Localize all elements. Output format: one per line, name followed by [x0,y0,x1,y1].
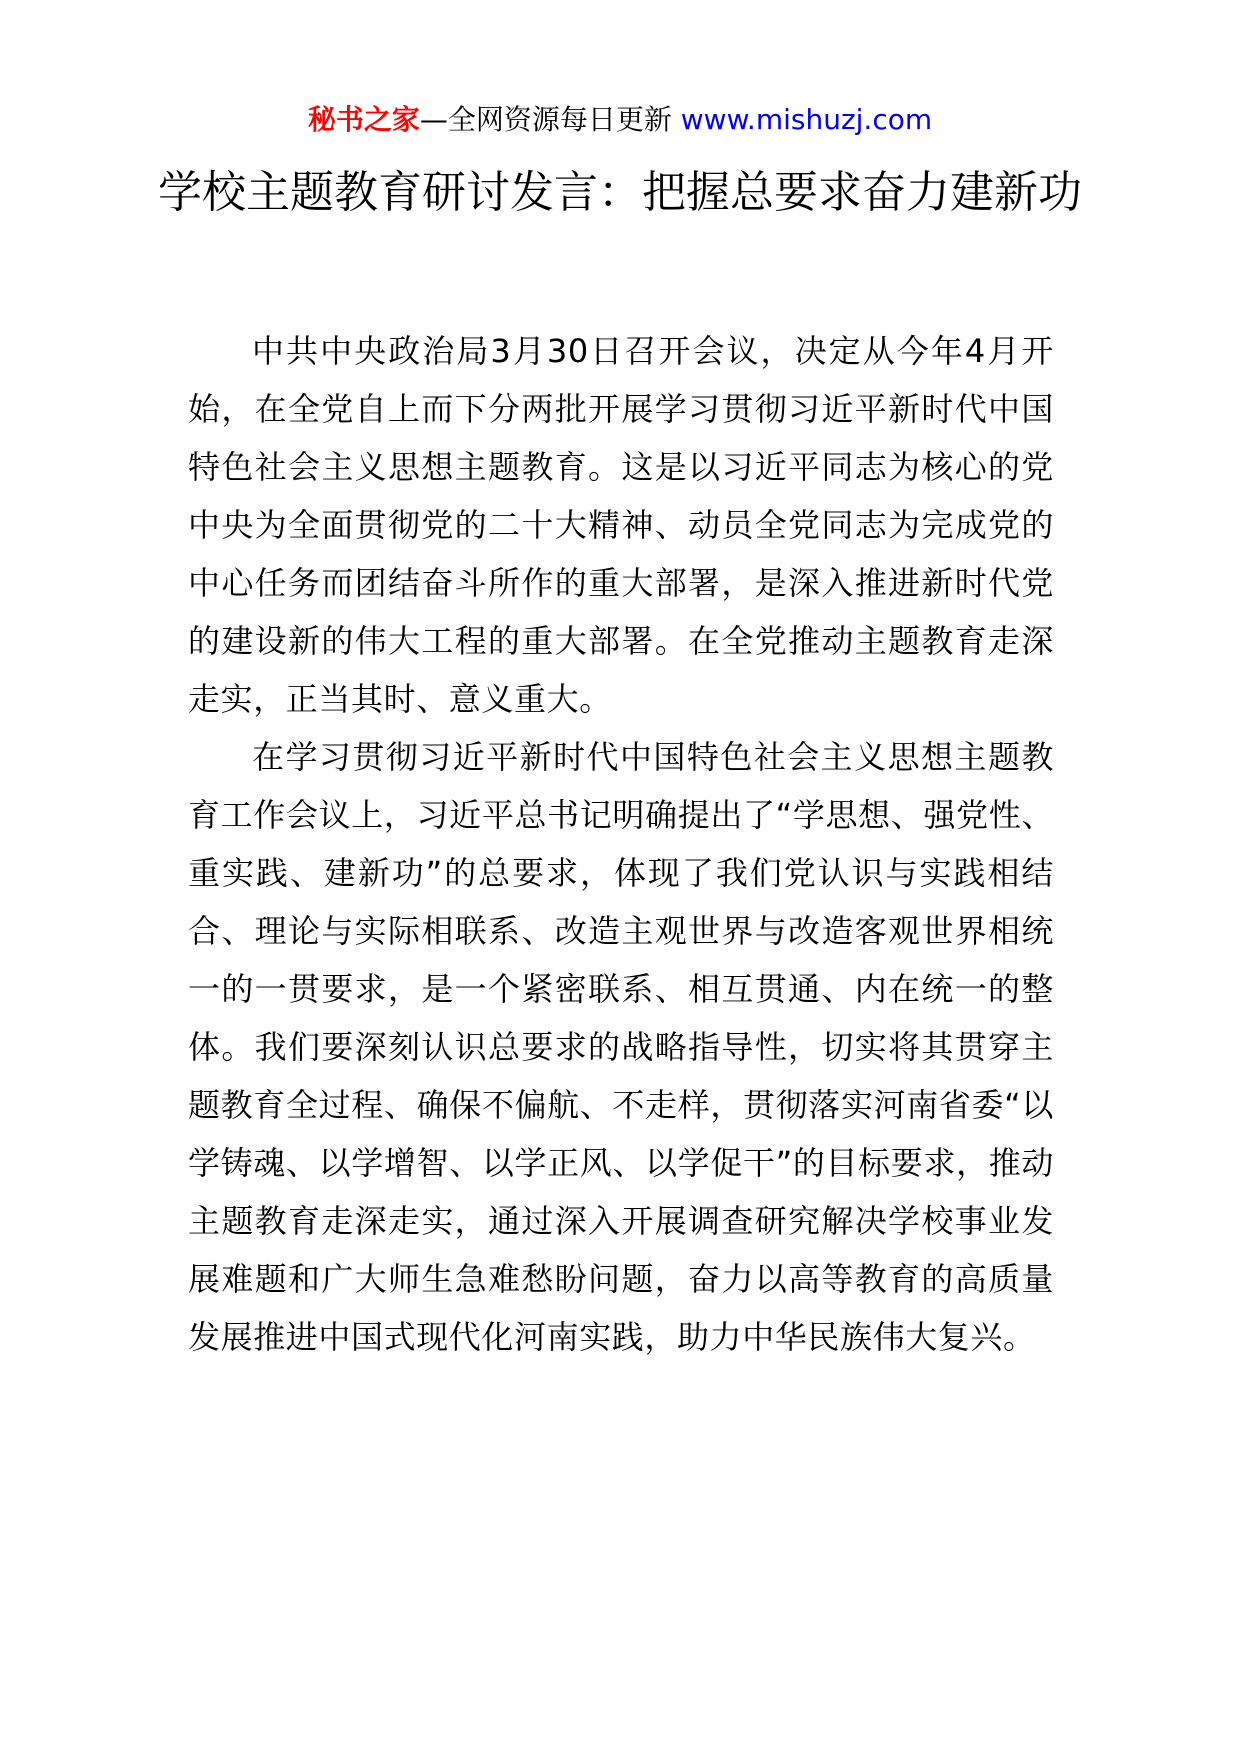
document-title: 学校主题教育研讨发言：把握总要求奋力建新功 [158,167,1082,218]
header-brand: 秘书之家 [307,103,420,136]
page-header [0,100,1240,140]
document-body [188,322,1054,1366]
body-paragraph-2: 在学习贯彻习近平新时代中国特色社会主义思想主题教育工作会议上，习近平总书记明确提出了“学思想、强党性、重实践、建新功”的总要求，体现了我们党认识与实践相结合、理论与实际相联系、改造主观世界与改造客观世界相统一的一贯要求，是一个紧密联系、相互贯通、内在统一的整体。我们要深刻认识总要求的战略指导性，切实将其贯穿主题教育全过程、确保不偏航、不走样，贯彻落实河南省委“以学铸魂、以学增智、以学正风、以学促干”的目标要求，推动主题教育走深走实，通过深入开展调查研究解决学校事业发展难题和广大师生急难愁盼问题，奋力以高等教育的高质量发展推进中国式现代化河南实践，助力中华民族伟大复兴。 [188,738,1054,1356]
header-url-link[interactable]: www.mishuzj.com [680,103,933,136]
header-tagline: —全网资源每日更新 [419,103,681,136]
body-paragraph-1: 中共中央政治局3月30日召开会议，决定从今年4月开始，在全党自上而下分两批开展学习贯彻习近平新时代中国特色社会主义思想主题教育。这是以习近平同志为核心的党中央为全面贯彻党的二十大精神、动员全党同志为完成党的中心任务而团结奋斗所作的重大部署，是深入推进新时代党的建设新的伟大工程的重大部署。在全党推动主题教育走深走实，正当其时、意义重大。 [188,332,1054,718]
